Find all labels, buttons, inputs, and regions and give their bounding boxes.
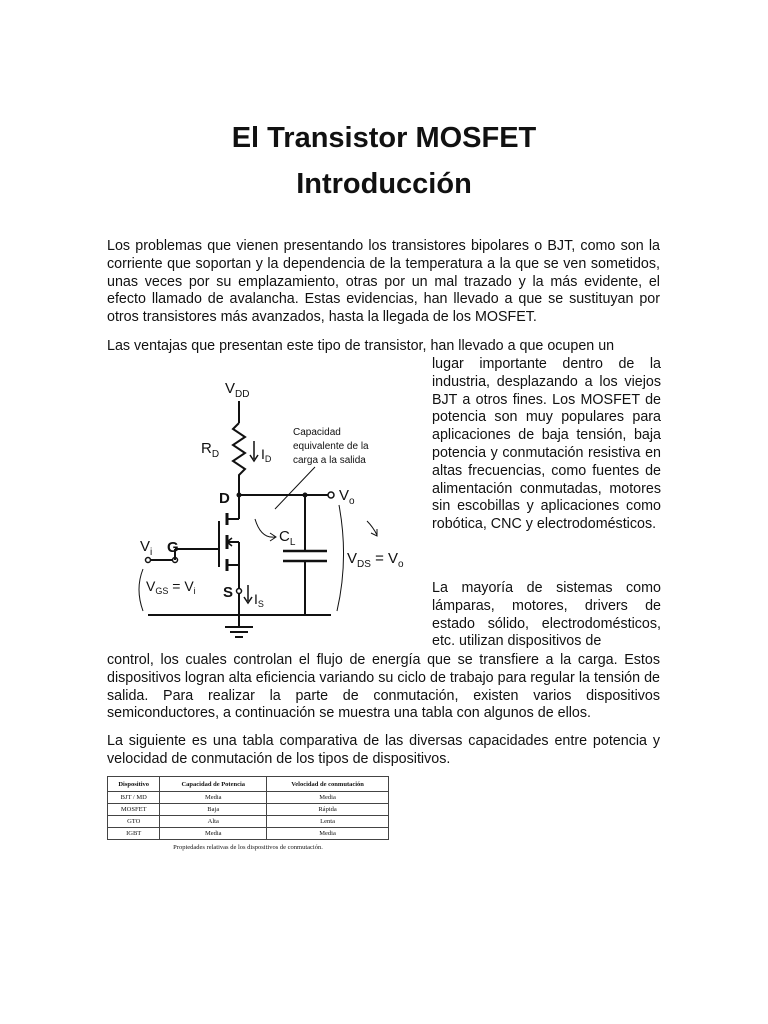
table-cell: Rápida <box>267 804 389 816</box>
output-terminal <box>328 492 334 498</box>
table-caption: Propiedades relativas de los dispositivos de conmutación. <box>173 844 323 851</box>
drain-label: D <box>219 490 230 507</box>
table-cell: IGBT <box>108 828 160 840</box>
section-heading: Introducción <box>296 168 472 200</box>
paragraph-systems-column: La mayoría de sistemas como lámparas, motores, drivers de estado sólido, electrodomésticos, etc. utilizan dispositivos de <box>432 580 661 650</box>
gate-label: G <box>167 539 179 556</box>
table-cell: Media <box>160 792 267 804</box>
table-cell: MOSFET <box>108 804 160 816</box>
is-label: $I_S$ <box>254 591 264 609</box>
drain-resistor <box>233 423 245 495</box>
table-header-cell: Dispositivo <box>108 777 160 792</box>
vdd-label: $V_{DD}$ <box>225 380 250 400</box>
table-cell: Lenta <box>267 816 389 828</box>
table-row <box>108 816 389 828</box>
table-row <box>108 828 389 840</box>
devices-table-figure <box>107 776 391 851</box>
table-cell: Alta <box>160 816 267 828</box>
table-cell: Media <box>267 828 389 840</box>
devices-comparison-table <box>107 776 389 840</box>
table-cell: Baja <box>160 804 267 816</box>
table-header-cell: Capacidad de Potencia <box>160 777 267 792</box>
vi-label: $V_i$ <box>140 538 153 558</box>
table-header-cell: Velocidad de conmutación <box>267 777 389 792</box>
id-label: $I_D$ <box>261 446 272 464</box>
table-cell: BJT / MD <box>108 792 160 804</box>
vds-label: $V_{DS} = V_o$ <box>347 550 404 570</box>
table-cell: Media <box>267 792 389 804</box>
table-cell: Media <box>160 828 267 840</box>
gate-terminal <box>146 558 151 563</box>
document-title: El Transistor MOSFET <box>231 122 537 154</box>
vgs-label: $V_{GS} = V_i$ <box>146 578 196 596</box>
table-header-row <box>108 777 389 792</box>
vo-label: $V_o$ <box>339 487 355 507</box>
paragraph-advantages-line1: Las ventajas que presentan este tipo de transistor, han llevado a que ocupen un <box>107 338 615 354</box>
capacity-annotation-line2: equivalente de la <box>293 441 369 452</box>
table-row <box>108 804 389 816</box>
paragraph-intro: Los problemas que vienen presentando los transistores bipolares o BJT, como son la corriente que soportan y la dependencia de la temperatura a la que se ven sometidos, unas veces por su emplazamiento, otras por un mal trazado y la más evidente, el efecto llamado de avalancha. Estas evidencias, han llevado a que se sustituyan por otros transistores más avanzados, hasta la llegada de los MOSFET. <box>107 238 660 326</box>
paragraph-advantages-column: lugar importante dentro de la industria, desplazando a los viejos BJT a otros fines. Los MOSFET de potencia son muy populares para aplicaciones de baja tensión, baja potencia y conmutación resistiva en altas frecuencias, como fuentes de alimentación conmutadas, motores sin escobillas y aplicaciones como robótica, CNC y electrodomésticos. <box>432 356 661 533</box>
source-label: S <box>223 584 234 601</box>
rd-label: $R_D$ <box>201 440 220 460</box>
paragraph-table-intro: La siguiente es una tabla comparativa de las diversas capacidades entre potencia y velocidad de conmutación de los tipos de dispositivos. <box>107 733 660 767</box>
mosfet-circuit-diagram <box>115 373 415 653</box>
cl-label: $C_L$ <box>279 528 296 548</box>
table-cell: GTO <box>108 816 160 828</box>
table-row <box>108 792 389 804</box>
paragraph-systems-full: control, los cuales controlan el flujo de energía que se transfiere a la carga. Estos dispositivos logran alta eficiencia variando su ciclo de trabajo para regular la tensión de salida. Para realizar la parte de conmutación, existen varios dispositivos semiconductores, a continuación se muestra una tabla con algunos de ellos. <box>107 652 660 722</box>
capacity-annotation-line3: carga a la salida <box>293 455 366 466</box>
capacity-annotation-line1: Capacidad <box>293 427 341 438</box>
